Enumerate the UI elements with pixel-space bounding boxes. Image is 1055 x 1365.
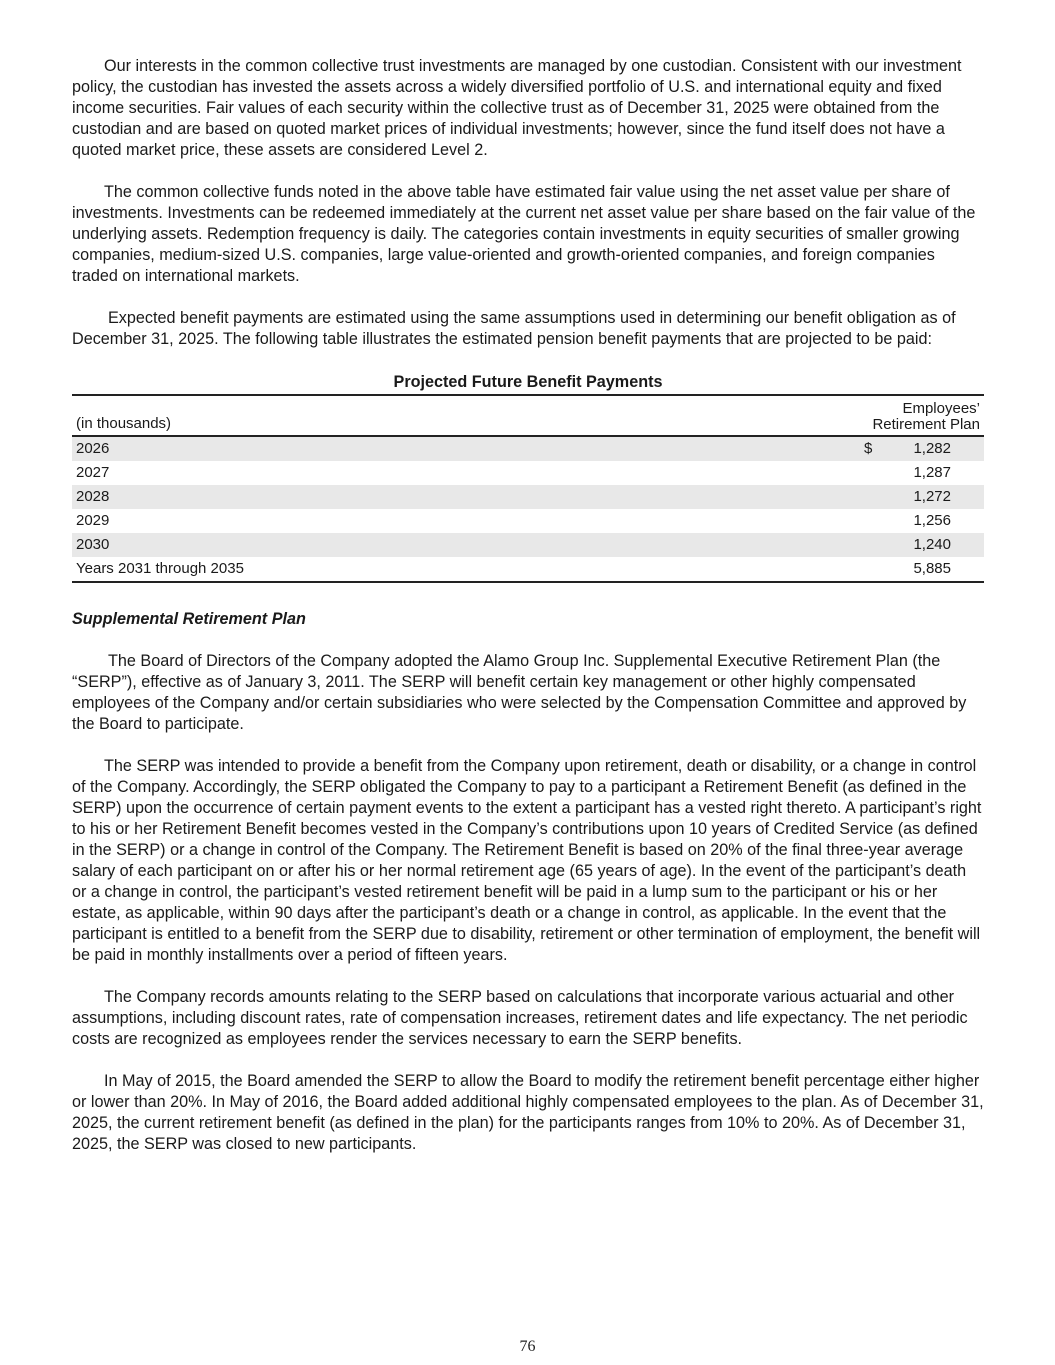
paragraph-collective-trust: Our interests in the common collective trust investments are managed by one custodian. Consistent with our investment policy, the custodian has invested the assets across a widely diversified portfolio of U.S. and international equity and fixed income securities. Fair values of each security within the collective trust as of December 31, 2025 were obtained from the custodian and are based on quoted market prices of individual investments; however, since the fund itself does not have a quoted market price, these assets are considered Level 2. xyxy=(72,57,962,159)
table-row xyxy=(72,509,984,533)
row-label: 2027 xyxy=(76,464,110,481)
table-title: Projected Future Benefit Payments xyxy=(393,373,663,391)
table-header-row xyxy=(72,395,984,436)
document-page xyxy=(72,56,984,1155)
row-label: 2028 xyxy=(72,485,836,509)
row-label: Years 2031 through 2035 xyxy=(72,557,836,582)
row-label: 2030 xyxy=(72,533,836,557)
table-row xyxy=(72,485,984,509)
column-header-employees-retirement-plan xyxy=(836,395,984,436)
benefit-payments-table xyxy=(72,394,984,583)
paragraph-collective-funds: The common collective funds noted in the above table have estimated fair value using the net asset value per share of investments. Investments can be redeemed immediately at the current net asset value per share based on the fair value of the underlying assets. Redemption frequency is daily. The categories contain investments in equity securities of smaller growing companies, medium-sized U.S. companies, large value-oriented and growth-oriented companies, and foreign companies traded on international markets. xyxy=(72,183,976,285)
row-value: 5,885 xyxy=(836,557,984,582)
row-label: 2026 xyxy=(72,436,836,461)
table-row xyxy=(72,557,984,582)
section-heading-supplemental-retirement-plan: Supplemental Retirement Plan xyxy=(72,610,306,628)
row-value xyxy=(836,436,984,461)
column-header-line1: Employees’ xyxy=(902,400,980,417)
row-amount: 1,282 xyxy=(913,440,951,457)
row-value: 1,287 xyxy=(913,464,951,481)
currency-symbol: $ xyxy=(864,440,873,457)
paragraph-serp-accounting: The Company records amounts relating to the SERP based on calculations that incorporate various actuarial and other assumptions, including discount rates, rate of compensation increases, retirement dates and life expectancy. The net periodic costs are recognized as employees render the services necessary to earn the SERP benefits. xyxy=(72,988,968,1048)
paragraph-serp-benefits: The SERP was intended to provide a benefit from the Company upon retirement, death or disability, or a change in control of the Company. Accordingly, the SERP obligated the Company to pay to a participant a Retirement Benefit (as defined in the SERP) upon the occurrence of certain payment events to the extent a participant has a vested right thereto. A participant’s right to his or her Retirement Benefit becomes vested in the Company’s contributions upon 10 years of Credited Service (as defined in the SERP) or a change in control of the Company. The Retirement Benefit is based on 20% of the final three-year average salary of each participant on or after his or her normal retirement age (65 years of age). In the event of the participant’s death or a change in control, the participant’s vested retirement benefit will be paid in a lump sum to the participant or his or her estate, as applicable, within 90 days after the participant’s death or a change in control, as applicable. In the event that the participant is entitled to a benefit from the SERP due to disability, retirement or other termination of employment, the benefit will be paid in monthly installments over a period of fifteen years. xyxy=(72,757,982,964)
row-value: 1,272 xyxy=(836,485,984,509)
row-label: 2029 xyxy=(76,512,110,529)
column-header-line2: Retirement Plan xyxy=(872,416,980,433)
paragraph-expected-benefits: Expected benefit payments are estimated using the same assumptions used in determining our benefit obligation as of December 31, 2025. The following table illustrates the estimated pension benefit payments that are projected to be paid: xyxy=(72,309,956,348)
table-row xyxy=(72,436,984,461)
page-number: 76 xyxy=(519,1338,536,1355)
unit-label: (in thousands) xyxy=(72,395,836,436)
row-value: 1,256 xyxy=(913,512,951,529)
row-value: 1,240 xyxy=(836,533,984,557)
paragraph-serp-amendments: In May of 2015, the Board amended the SERP to allow the Board to modify the retirement benefit percentage either higher or lower than 20%. In May of 2016, the Board added additional highly compensated employees to the plan. As of December 31, 2025, the current retirement benefit (as defined in the plan) for the participants ranges from 10% to 20%. As of December 31, 2025, the SERP was closed to new participants. xyxy=(72,1072,984,1153)
table-row xyxy=(72,461,984,485)
table-row xyxy=(72,533,984,557)
paragraph-serp-adoption: The Board of Directors of the Company adopted the Alamo Group Inc. Supplemental Executive Retirement Plan (the “SERP”), effective as of January 3, 2011. The SERP will benefit certain key management or other highly compensated employees of the Company and/or certain subsidiaries who were selected by the Compensation Committee and approved by the Board to participate. xyxy=(72,652,967,733)
